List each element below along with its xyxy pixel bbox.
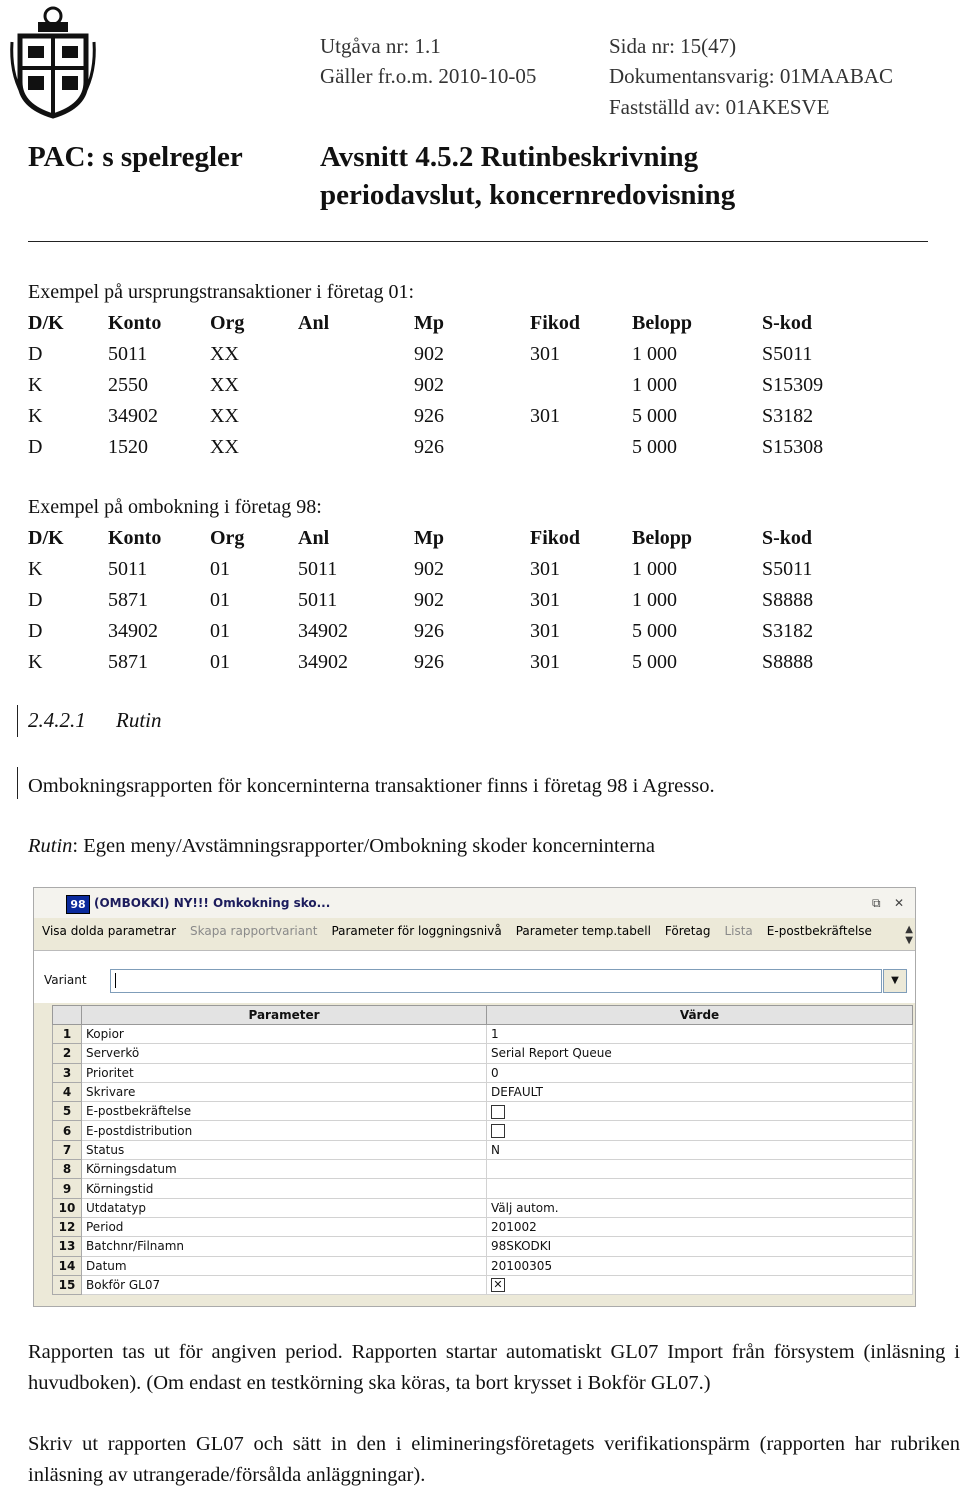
parameter-value[interactable]: Serial Report Queue xyxy=(487,1044,913,1063)
table-cell: S5011 xyxy=(762,343,813,365)
row-number: 8 xyxy=(53,1160,82,1179)
parameter-name: Period xyxy=(82,1217,487,1236)
table-cell: 01 xyxy=(210,558,230,580)
table-cell: XX xyxy=(210,405,239,427)
table-cell: 301 xyxy=(530,558,560,580)
parameter-value[interactable] xyxy=(487,1121,913,1140)
column-header: Org xyxy=(210,527,245,549)
table-cell: 5 000 xyxy=(632,405,677,427)
parameter-row xyxy=(53,1102,913,1121)
paragraph-print-report: Skriv ut rapporten GL07 och sätt in den i elimineringsföretagets verifikationspärm (rapporten har rubriken inläsning av utrangerade/försålda anläggningar). xyxy=(28,1433,960,1486)
routine-label: Rutin xyxy=(28,835,73,857)
table-cell: 5871 xyxy=(108,589,148,611)
table-cell: 1520 xyxy=(108,436,148,458)
table-cell: 301 xyxy=(530,405,560,427)
table-row xyxy=(28,432,862,463)
table-cell: D xyxy=(28,343,43,365)
parameter-row xyxy=(53,1063,913,1082)
table-cell: K xyxy=(28,374,43,396)
dialog-title-bar xyxy=(34,888,915,918)
rebooking-table-company-98 xyxy=(28,523,862,678)
chevron-down-icon[interactable]: ▼ xyxy=(883,969,907,993)
menu-scroll-arrows-icon[interactable]: ▲ ▼ xyxy=(905,924,913,946)
table-cell: 2550 xyxy=(108,374,148,396)
parameter-name: Prioritet xyxy=(82,1063,487,1082)
parameter-row xyxy=(53,1198,913,1217)
parameter-row xyxy=(53,1179,913,1198)
grid-corner xyxy=(53,1006,82,1025)
table-cell xyxy=(298,401,414,432)
table-cell: 5 000 xyxy=(632,620,677,642)
table-header-row xyxy=(28,308,862,339)
table2-intro: Exempel på ombokning i företag 98: xyxy=(28,496,322,518)
table-cell: 1 000 xyxy=(632,343,677,365)
table-row xyxy=(28,370,862,401)
table-cell xyxy=(298,370,414,401)
table-row xyxy=(28,401,862,432)
page-number: Sida nr: 15(47) xyxy=(609,34,737,58)
table-cell: K xyxy=(28,651,43,673)
row-number: 3 xyxy=(53,1063,82,1082)
table-cell: XX xyxy=(210,374,239,396)
edition-number: Utgåva nr: 1.1 xyxy=(320,34,441,58)
parameter-value[interactable]: N xyxy=(487,1140,913,1159)
paragraph-routine-path xyxy=(28,831,960,862)
row-number: 13 xyxy=(53,1237,82,1256)
table-cell: K xyxy=(28,558,43,580)
table-cell: 5011 xyxy=(298,589,338,611)
column-header: Fikod xyxy=(530,312,581,334)
parameter-name: Skrivare xyxy=(82,1082,487,1101)
table-cell: XX xyxy=(210,343,239,365)
column-value[interactable]: Värde xyxy=(487,1006,913,1025)
table-row xyxy=(28,585,862,616)
menu-item: Skapa rapportvariant xyxy=(190,924,318,938)
parameter-row xyxy=(53,1082,913,1101)
table-cell: S8888 xyxy=(762,651,814,673)
column-header: Belopp xyxy=(632,527,693,549)
parameter-value[interactable] xyxy=(487,1275,913,1294)
parameter-name: Körningstid xyxy=(82,1179,487,1198)
table-cell: 1 000 xyxy=(632,374,677,396)
checkbox-icon[interactable] xyxy=(491,1105,505,1119)
variant-input[interactable] xyxy=(110,969,882,993)
change-bar xyxy=(17,767,18,799)
parameter-name: Batchnr/Filnamn xyxy=(82,1237,487,1256)
parameter-row xyxy=(53,1256,913,1275)
table-cell: S3182 xyxy=(762,405,814,427)
table-cell: 5 000 xyxy=(632,436,677,458)
parameter-name: E-postbekräftelse xyxy=(82,1102,487,1121)
menu-item[interactable]: Parameter för loggningsnivå xyxy=(331,924,502,938)
transactions-table-company-01 xyxy=(28,308,862,463)
approved-by: Fastställd av: 01AKESVE xyxy=(609,95,830,119)
table-cell: XX xyxy=(210,436,239,458)
parameter-row xyxy=(53,1121,913,1140)
report-parameter-dialog xyxy=(33,887,916,1307)
table-row xyxy=(28,616,862,647)
row-number: 14 xyxy=(53,1256,82,1275)
table-cell: 01 xyxy=(210,589,230,611)
row-number: 12 xyxy=(53,1217,82,1236)
parameter-row xyxy=(53,1140,913,1159)
table-cell: 5011 xyxy=(108,343,148,365)
row-number: 7 xyxy=(53,1140,82,1159)
table-cell: 301 xyxy=(530,620,560,642)
parameter-name: Utdatatyp xyxy=(82,1198,487,1217)
section-title-line1: Avsnitt 4.5.2 Rutinbeskrivning xyxy=(320,141,699,173)
table-cell: S5011 xyxy=(762,558,813,580)
restore-icon[interactable]: ⧉ xyxy=(872,896,881,910)
table-cell: 902 xyxy=(414,558,444,580)
table-cell: 34902 xyxy=(108,620,158,642)
table-cell: S3182 xyxy=(762,620,814,642)
table-cell xyxy=(530,370,632,401)
table-cell: 34902 xyxy=(298,651,348,673)
parameter-name: Körningsdatum xyxy=(82,1160,487,1179)
column-header: Belopp xyxy=(632,312,693,334)
document-owner: Dokumentansvarig: 01MAABAC xyxy=(609,64,894,88)
column-header: S-kod xyxy=(762,527,813,549)
table-cell: 301 xyxy=(530,589,560,611)
parameter-value[interactable]: 1 xyxy=(487,1025,913,1044)
parameter-row xyxy=(53,1044,913,1063)
menu-item[interactable]: Visa dolda parametrar xyxy=(42,924,177,938)
table-cell: 902 xyxy=(414,374,444,396)
row-number: 6 xyxy=(53,1121,82,1140)
paragraph-report-period: Rapporten tas ut för angiven period. Rapporten startar automatiskt GL07 Import från försystem (inläsning i huvudboken). (Om endast en testkörning ska köras, ta bort krysset i Bokför GL07.) xyxy=(28,1341,960,1394)
column-header: S-kod xyxy=(762,312,813,334)
table-cell: 5 000 xyxy=(632,651,677,673)
table-cell: D xyxy=(28,589,43,611)
column-header: Konto xyxy=(108,312,162,334)
section-name: Rutin xyxy=(116,708,162,732)
paragraph-report-location: Ombokningsrapporten för koncerninterna transaktioner finns i företag 98 i Agresso. xyxy=(28,775,715,797)
variant-label: Variant xyxy=(44,973,87,987)
table-cell: 926 xyxy=(414,405,444,427)
parameter-value[interactable]: 98SKODKI xyxy=(487,1237,913,1256)
parameter-name: Kopior xyxy=(82,1025,487,1044)
parameter-value[interactable]: DEFAULT xyxy=(487,1082,913,1101)
parameter-value[interactable] xyxy=(487,1102,913,1121)
parameter-name: E-postdistribution xyxy=(82,1121,487,1140)
table-cell: 1 000 xyxy=(632,558,677,580)
change-bar xyxy=(17,705,18,737)
parameter-value[interactable]: Välj autom. xyxy=(487,1198,913,1217)
table-cell: 5011 xyxy=(108,558,148,580)
table-row xyxy=(28,647,862,678)
row-number: 5 xyxy=(53,1102,82,1121)
table-cell: S15309 xyxy=(762,374,824,396)
table-cell: 902 xyxy=(414,343,444,365)
parameter-row xyxy=(53,1025,913,1044)
column-header: Mp xyxy=(414,312,444,334)
row-number: 4 xyxy=(53,1082,82,1101)
table-cell: K xyxy=(28,405,43,427)
menu-item[interactable]: E-postbekräftelse xyxy=(766,924,872,938)
header-divider xyxy=(28,241,928,242)
table-cell xyxy=(298,432,414,463)
parameter-value[interactable] xyxy=(487,1179,913,1198)
checkbox-icon[interactable] xyxy=(491,1124,505,1138)
close-icon[interactable]: ✕ xyxy=(894,896,905,910)
variant-row xyxy=(34,950,915,1003)
parameter-value[interactable]: 201002 xyxy=(487,1217,913,1236)
table-cell: D xyxy=(28,620,43,642)
column-parameter[interactable]: Parameter xyxy=(82,1006,487,1025)
table-cell: 1 000 xyxy=(632,589,677,611)
table-cell: 01 xyxy=(210,651,230,673)
column-header: D/K xyxy=(28,312,64,334)
table-cell xyxy=(298,339,414,370)
dialog-title: (OMBOKKI) NY!!! Omkokning sko... xyxy=(94,896,331,910)
checked-checkbox-icon[interactable]: ✕ xyxy=(491,1278,505,1292)
table-cell: 301 xyxy=(530,651,560,673)
row-number: 2 xyxy=(53,1044,82,1063)
parameter-name: Datum xyxy=(82,1256,487,1275)
column-header: Konto xyxy=(108,527,162,549)
valid-from: Gäller fr.o.m. 2010-10-05 xyxy=(320,64,537,88)
table-cell: 926 xyxy=(414,436,444,458)
parameter-name: Bokför GL07 xyxy=(82,1275,487,1294)
table-header-row xyxy=(28,523,862,554)
parameter-value[interactable]: 0 xyxy=(487,1063,913,1082)
section-title-line2: periodavslut, koncernredovisning xyxy=(320,179,736,211)
table-cell: S15308 xyxy=(762,436,824,458)
parameter-row xyxy=(53,1160,913,1179)
table-cell: 01 xyxy=(210,620,230,642)
table-row xyxy=(28,339,862,370)
row-number: 10 xyxy=(53,1198,82,1217)
table-cell: D xyxy=(28,436,43,458)
column-header: Fikod xyxy=(530,527,581,549)
table-cell: 5011 xyxy=(298,558,338,580)
parameter-name: Serverkö xyxy=(82,1044,487,1063)
parameter-name: Status xyxy=(82,1140,487,1159)
table-row xyxy=(28,554,862,585)
table1-intro: Exempel på ursprungstransaktioner i företag 01: xyxy=(28,281,414,303)
table-cell: S8888 xyxy=(762,589,814,611)
table-cell: 301 xyxy=(530,343,560,365)
column-header: Anl xyxy=(298,312,330,334)
app-badge: 98 xyxy=(66,895,90,914)
parameter-row xyxy=(53,1275,913,1294)
table-cell: 926 xyxy=(414,651,444,673)
section-number: 2.4.2.1 xyxy=(28,708,86,732)
swedish-coat-of-arms-icon xyxy=(8,2,98,120)
dialog-menu-bar xyxy=(42,924,886,944)
column-header: D/K xyxy=(28,527,64,549)
column-header: Mp xyxy=(414,527,444,549)
row-number: 15 xyxy=(53,1275,82,1294)
table-cell: 926 xyxy=(414,620,444,642)
table-cell: 34902 xyxy=(108,405,158,427)
document-title: PAC: s spelregler xyxy=(28,141,243,173)
row-number: 9 xyxy=(53,1179,82,1198)
menu-item[interactable]: Företag xyxy=(664,924,711,938)
menu-item[interactable]: Parameter temp.tabell xyxy=(515,924,651,938)
column-header: Org xyxy=(210,312,245,334)
table-cell: 902 xyxy=(414,589,444,611)
table-cell xyxy=(530,432,632,463)
parameter-grid xyxy=(52,1005,913,1295)
table-cell: 34902 xyxy=(298,620,348,642)
column-header: Anl xyxy=(298,527,330,549)
section-heading xyxy=(28,708,162,733)
routine-path: : Egen meny/Avstämningsrapporter/Ombokning skoder koncerninterna xyxy=(72,835,656,857)
parameter-value[interactable] xyxy=(487,1160,913,1179)
menu-item: Lista xyxy=(724,924,753,938)
parameter-row xyxy=(53,1217,913,1236)
row-number: 1 xyxy=(53,1025,82,1044)
parameter-value[interactable]: 20100305 xyxy=(487,1256,913,1275)
table-cell: 5871 xyxy=(108,651,148,673)
parameter-row xyxy=(53,1237,913,1256)
